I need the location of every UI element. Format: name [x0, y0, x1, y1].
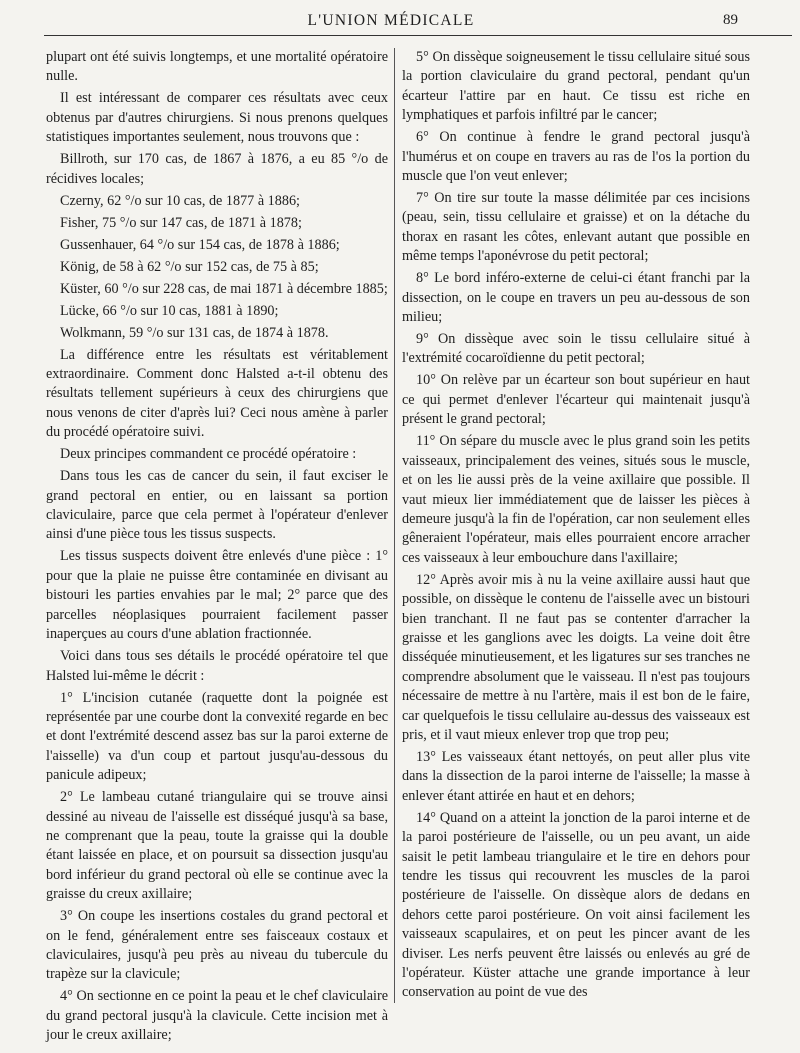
paragraph: 7° On tire sur toute la masse délimitée par ces incisions (peau, sein, tissu cellulaire et graisse) et on la détache du thorax en rasant les côtes, enlevant autant que possible en même temps l'aponévrose du petit pectoral;	[402, 190, 750, 265]
paragraph: 2° Le lambeau cutané triangulaire qui se trouve ainsi dessiné au niveau de l'aisselle est disséqué jusqu'à sa base, ne comprenant que la peau, toute la graisse qui la double étant laissée en place, et on poursuit sa dissection jusqu'au bord inférieur du grand pectoral où elle se continue avec la graisse du creux axillaire;	[46, 789, 388, 903]
paragraph: 10° On relève par un écarteur son bout supérieur en haut ce qui permet d'enlever l'écarteur qui maintenait jusqu'à présent le grand pectoral;	[402, 372, 750, 428]
paragraph: 9° On dissèque avec soin le tissu cellulaire situé à l'extrémité cocaroïdienne du petit pectoral;	[402, 331, 750, 367]
paragraph: Dans tous les cas de cancer du sein, il faut exciser le grand pectoral en entier, ou en laissant sa portion claviculaire, parce que cela permet à l'opérateur d'enlever ainsi d'une pièce tous les tissus suspects.	[46, 468, 388, 543]
right-column	[402, 48, 750, 1005]
paragraph: 12° Après avoir mis à nu la veine axillaire aussi haut que possible, on dissèque le contenu de l'aisselle avec un bistouri bien tranchant. Il ne faut pas se contenter d'arracher la graisse et les ganglions avec les doigts. La veine doit être disséquée minutieusement, et les ligatures sur ses tranches ne comprendre absolument que le vaisseau. Il n'est pas toujours nécessaire de mettre à nu l'artère, mais il est bon de le faire, car quelquefois le tissu cellulaire au-dessus des vaisseaux est pris, et il vaut mieux enlever trop que trop peu;	[402, 571, 750, 743]
paragraph: König, de 58 à 62 °/o sur 152 cas, de 75 à 85;	[60, 258, 319, 275]
paragraph: plupart ont été suivis longtemps, et une mortalité opératoire nulle.	[46, 49, 388, 85]
paragraph: Billroth, sur 170 cas, de 1867 à 1876, a eu 85 °/o de récidives locales;	[46, 151, 388, 187]
paragraph: Küster, 60 °/o sur 228 cas, de mai 1871 à décembre 1885;	[60, 280, 388, 297]
paragraph: Voici dans tous ses détails le procédé opératoire tel que Halsted lui-même le décrit :	[46, 648, 388, 684]
paragraph: 5° On dissèque soigneusement le tissu cellulaire situé sous la portion claviculaire du grand pectoral, pendant qu'un écarteur l'attire par en haut. Ce tissu est riche en lymphatiques et parfois infiltré par le cancer;	[402, 49, 750, 124]
left-column	[46, 48, 388, 1048]
paragraph: Deux principes commandent ce procédé opératoire :	[60, 446, 357, 463]
paragraph: 6° On continue à fendre le grand pectoral jusqu'à l'humérus et on coupe en travers au ras de l'os la portion du muscle que l'on veut enlever;	[402, 129, 750, 185]
paragraph: Gussenhauer, 64 °/o sur 154 cas, de 1878 à 1886;	[60, 236, 340, 253]
paragraph: La différence entre les résultats est véritablement extraordinaire. Comment donc Halsted a-t-il obtenu des résultats tellement supérieurs à ceux des chirurgiens que nous venons de citer d'après lui? Ceci nous amène à parler du procédé opératoire suivi.	[46, 346, 388, 441]
paragraph: Czerny, 62 °/o sur 10 cas, de 1877 à 1886;	[60, 192, 300, 209]
paragraph: Les tissus suspects doivent être enlevés d'une pièce : 1° pour que la plaie ne puisse être contaminée en divisant au bistouri les parties envahies par le mal; 2° parce que des parcelles néoplasiques pourraient facilement passer inaperçues au cours d'une ablation fractionnée.	[46, 548, 388, 643]
paragraph: 8° Le bord inféro-externe de celui-ci étant franchi par la dissection, on le coupe en travers un peu au-dessous de son milieu;	[402, 270, 750, 326]
header-rule	[44, 35, 792, 36]
paragraph: Lücke, 66 °/o sur 10 cas, 1881 à 1890;	[60, 302, 279, 319]
paragraph: 4° On sectionne en ce point la peau et le chef claviculaire du grand pectoral jusqu'à la clavicule. Cette incision met à jour le creux axillaire;	[46, 988, 388, 1044]
paragraph: 13° Les vaisseaux étant nettoyés, on peut aller plus vite dans la dissection de la paroi interne de l'aisselle; la masse à enlever étant attirée en haut et en dehors;	[402, 748, 750, 804]
paragraph: 11° On sépare du muscle avec le plus grand soin les petits vaisseaux, principalement des veines, situés sous le muscle, et on les lie aussi près de la veine axillaire que possible. Il vaut mieux lier immédiatement que de laisser les pièces à demeure jusqu'à la fin de l'opération, car non seulement elles gêneraient l'opérateur, mais elles pourraient encore arracher ces vaisseaux à leur embouchure dans l'axillaire;	[402, 433, 750, 566]
journal-title: L'UNION MÉDICALE	[307, 12, 475, 29]
paragraph: Il est intéressant de comparer ces résultats avec ceux obtenus par d'autres chirurgiens. Si nous prenons quelques statistiques importantes seulement, nous trouvons que :	[46, 90, 388, 146]
running-header	[44, 6, 738, 34]
paragraph: 3° On coupe les insertions costales du grand pectoral et on le fend, généralement entre ses faisceaux costaux et claviculaires, jusqu'à peu près au niveau du tubercule du trapèze sur la clavicule;	[46, 908, 388, 983]
paragraph: Wolkmann, 59 °/o sur 131 cas, de 1874 à 1878.	[60, 324, 329, 341]
page-number: 89	[723, 12, 738, 28]
paragraph: 14° Quand on a atteint la jonction de la paroi interne et de la paroi postérieure de l'aisselle, ou un peu avant, un aide saisit le petit lambeau triangulaire et le tire en dehors pour tendre les tissus qui recouvrent les muscles de la paroi postérieure de l'aisselle. On dissèque alors de dedans en dehors cette paroi postérieure. On voit ainsi facilement les vaisseaux scapulaires, et on peut les pincer avant de les diviser. Les nerfs peuvent être laissés ou enlevés au gré de l'opérateur. Küster attache une grande importance à leur conservation au point de vue des	[402, 809, 750, 1001]
column-divider	[394, 48, 395, 1003]
paragraph: 1° L'incision cutanée (raquette dont la poignée est représentée par une courbe dont la convexité regarde en bec et dont l'extrémité descend assez bas sur la paroi externe de l'aisselle) va d'un coup et partout jusqu'au-dessous du panicule adipeux;	[46, 689, 388, 784]
paragraph: Fisher, 75 °/o sur 147 cas, de 1871 à 1878;	[60, 214, 302, 231]
